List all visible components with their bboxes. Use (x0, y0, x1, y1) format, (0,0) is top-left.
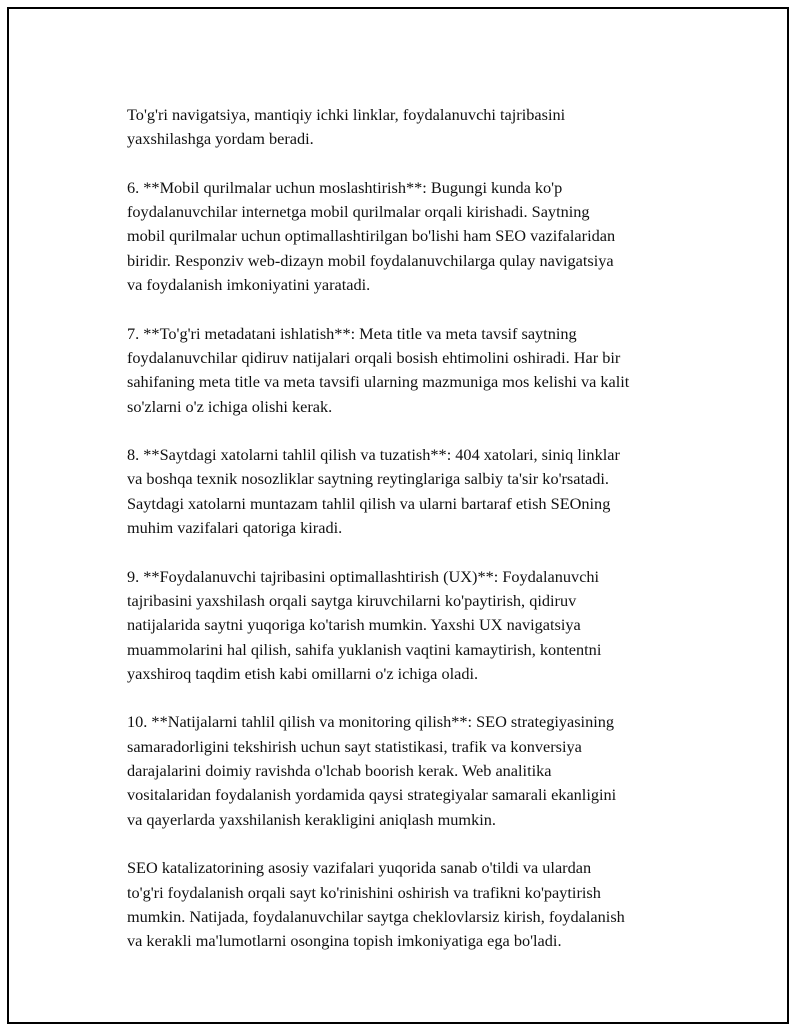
page-frame (7, 7, 789, 1024)
page-content (127, 103, 707, 978)
paragraph-item-9-ux: 9. **Foydalanuvchi tajribasini optimallashtirish (UX)**: Foydalanuvchi tajribasini yaxshilash orqali saytga kiruvchilarni ko'paytirish, qidiruv natijalarida saytni yuqoriga ko'tarish mumkin. Yaxshi UX navigatsiya muammolarini hal qilish, sahifa yuklanish vaqtini kamaytirish, kontentni yaxshiroq taqdim etish kabi omillarni o'z ichiga oladi. (127, 566, 602, 683)
paragraph-navigation-summary: To'g'ri navigatsiya, mantiqiy ichki linklar, foydalanuvchi tajribasini yaxshilashga yordam beradi. (127, 105, 566, 149)
paragraph-item-7-metadata: 7. **To'g'ri metadatani ishlatish**: Meta title va meta tavsif saytning foydalanuvchilar qidiruv natijalari orqali bosish ehtimolini oshiradi. Har bir sahifaning meta title va meta tavsifi ularning mazmuniga mos kelishi va kalit so'zlarni o'z ichiga olishi kerak. (127, 323, 630, 416)
paragraph-item-10-monitoring: 10. **Natijalarni tahlil qilish va monitoring qilish**: SEO strategiyasining samaradorligini tekshirish uchun sayt statistikasi, trafik va konversiya darajalarini doimiy ravishda o'lchab boorish kerak. Web analitika vositalaridan foydalanish yordamida qaysi strategiyalar samarali ekanligini va qayerlarda yaxshilanish kerakligini aniqlash mumkin. (127, 712, 617, 829)
paragraph-item-6-mobile: 6. **Mobil qurilmalar uchun moslashtirish**: Bugungi kunda ko'p foydalanuvchilar internetga mobil qurilmalar orqali kirishadi. Saytning mobil qurilmalar uchun optimallashtirilgan bo'lishi ham SEO vazifalaridan biridir. Responziv web-dizayn mobil foydalanuvchilarga qulay navigatsiya va foydalanish imkoniyatini yaratadi. (127, 177, 616, 295)
paragraph-conclusion: SEO katalizatorining asosiy vazifalari yuqorida sanab o'tildi va ulardan to'g'ri foydalanish orqali sayt ko'rinishini oshirish va trafikni ko'paytirish mumkin. Natijada, foydalanuvchilar saytga cheklovlarsiz kirish, foydalanish va kerakli ma'lumotlarni osongina topish imkoniyatiga ega bo'ladi. (127, 858, 625, 951)
paragraph-item-8-errors: 8. **Saytdagi xatolarni tahlil qilish va tuzatish**: 404 xatolari, siniq linklar va boshqa texnik nosozliklar saytning reytinglariga salbiy ta'sir ko'rsatadi. Saytdagi xatolarni muntazam tahlil qilish va ularni bartaraf etish SEOning muhim vazifalari qatoriga kiradi. (127, 445, 620, 538)
